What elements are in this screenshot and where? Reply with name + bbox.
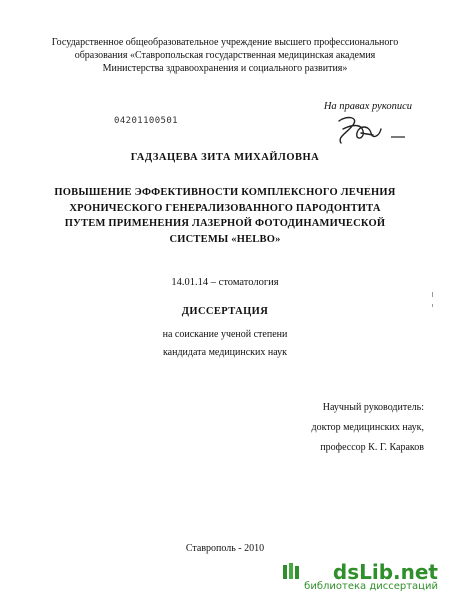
scan-speck	[432, 292, 433, 297]
institution-line-1: Государственное общеобразовательное учреждение высшего профессионального	[51, 37, 399, 48]
degree-line-2: кандидата медицинских наук	[162, 347, 288, 358]
degree-info	[0, 326, 450, 362]
institution-line-3: Министерства здравоохранения и социального развития»	[102, 63, 348, 74]
advisor-line-2: доктор медицинских наук,	[311, 422, 424, 433]
title-line-3: ПУТЕМ ПРИМЕНЕНИЯ ЛАЗЕРНОЙ ФОТОДИНАМИЧЕСКОЙ	[64, 218, 386, 229]
city-year: Ставрополь - 2010	[185, 543, 265, 554]
title-line-1: ПОВЫШЕНИЕ ЭФФЕКТИВНОСТИ КОМПЛЕКСНОГО ЛЕЧЕНИЯ	[54, 187, 396, 198]
author-name: ГАДЗАЦЕВА ЗИТА МИХАЙЛОВНА	[130, 152, 320, 163]
watermark[interactable]	[304, 560, 438, 592]
watermark-subtitle: библиотека диссертаций	[304, 581, 438, 592]
specialty: 14.01.14 – стоматология	[171, 277, 279, 288]
scientific-advisor	[312, 398, 424, 458]
watermark-logo: dsLib.net	[332, 560, 438, 584]
advisor-line-1: Научный руководитель:	[322, 402, 424, 413]
books-icon	[282, 562, 300, 580]
manuscript-rights-label: На правах рукописи	[323, 101, 412, 112]
institution-header	[0, 36, 450, 75]
title-line-4: СИСТЕМЫ «HELBO»	[169, 233, 281, 245]
degree-line-1: на соискание ученой степени	[162, 329, 288, 340]
scan-speck	[432, 304, 433, 307]
signature	[333, 111, 413, 151]
registration-code: 04201100501	[114, 116, 179, 126]
dissertation-heading: ДИССЕРТАЦИЯ	[181, 306, 269, 317]
advisor-line-3: профессор К. Г. Караков	[320, 442, 424, 453]
title-line-2: ХРОНИЧЕСКОГО ГЕНЕРАЛИЗОВАННОГО ПАРОДОНТИТА	[69, 202, 381, 214]
institution-line-2: образования «Ставропольская государственная медицинская академия	[74, 50, 376, 61]
dissertation-title	[0, 185, 450, 247]
